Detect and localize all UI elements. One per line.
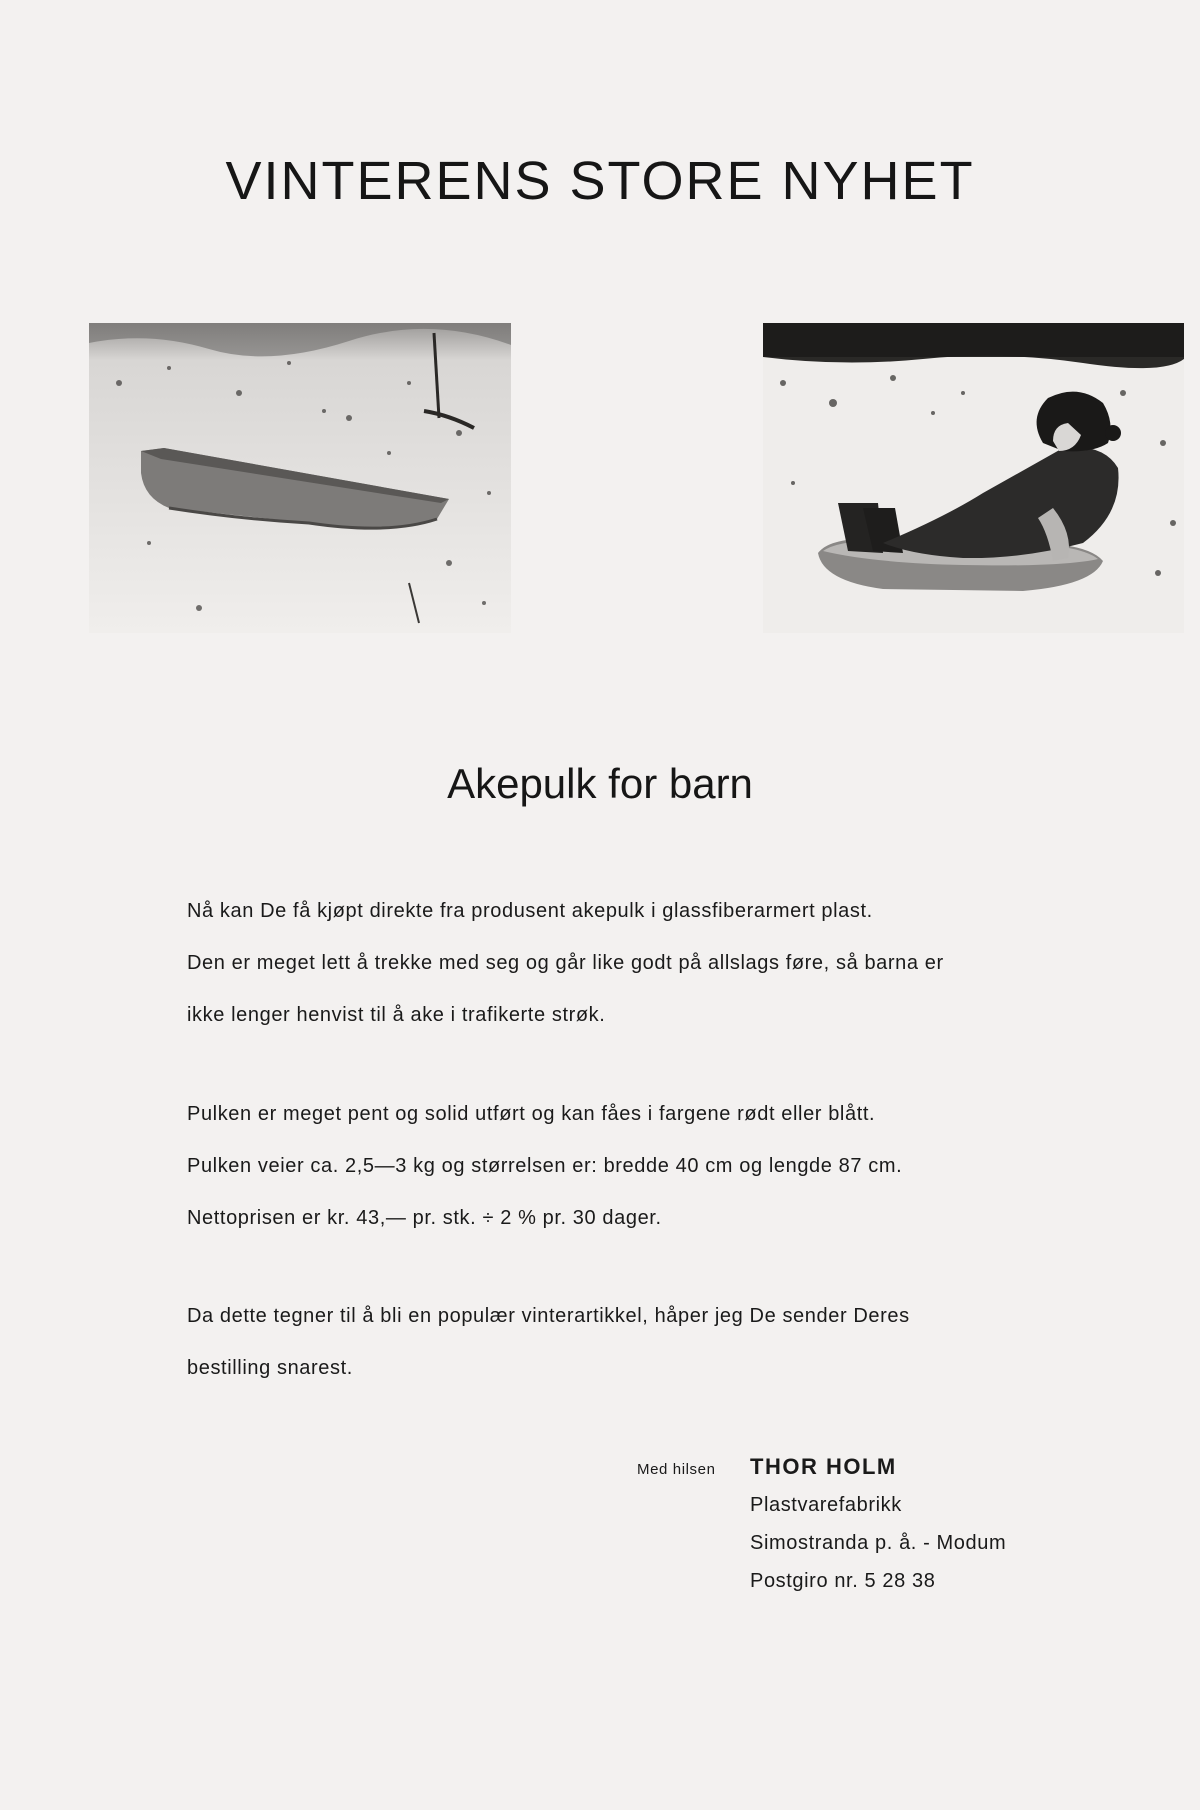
greeting: Med hilsen: [637, 1461, 716, 1478]
body-line: Nettoprisen er kr. 43,— pr. stk. ÷ 2 % pr. 30 dager.: [187, 1207, 662, 1229]
body-paragraph-2: [187, 1088, 1087, 1244]
body-paragraph-1: [187, 885, 1087, 1041]
signature-block: [637, 1448, 1006, 1600]
body-line: ikke lenger henvist til å ake i trafikerte strøk.: [187, 1004, 606, 1026]
body-line: Pulken er meget pent og solid utført og kan fåes i fargene rødt eller blått.: [187, 1103, 876, 1125]
body-paragraph-3: [187, 1290, 1087, 1394]
company-address: Simostranda p. å. - Modum: [750, 1532, 1007, 1554]
headline: VINTERENS STORE NYHET: [225, 151, 975, 211]
body-line: Nå kan De få kjøpt direkte fra produsent akepulk i glassfiberarmert plast.: [187, 900, 873, 922]
body-line: Den er meget lett å trekke med seg og går like godt på allslags føre, så barna er: [187, 952, 944, 974]
company-type: Plastvarefabrikk: [750, 1494, 902, 1516]
subtitle: Akepulk for barn: [447, 760, 753, 807]
body-line: Pulken veier ca. 2,5—3 kg og størrelsen er: bredde 40 cm og lengde 87 cm.: [187, 1155, 903, 1177]
company-name: THOR HOLM: [750, 1454, 897, 1479]
body-line: Da dette tegner til å bli en populær vinterartikkel, håper jeg De sender Deres: [187, 1305, 910, 1327]
sled-photo: [89, 323, 511, 633]
child-in-sled-photo: [763, 323, 1184, 633]
postgiro-number: Postgiro nr. 5 28 38: [750, 1570, 936, 1592]
body-line: bestilling snarest.: [187, 1357, 353, 1379]
